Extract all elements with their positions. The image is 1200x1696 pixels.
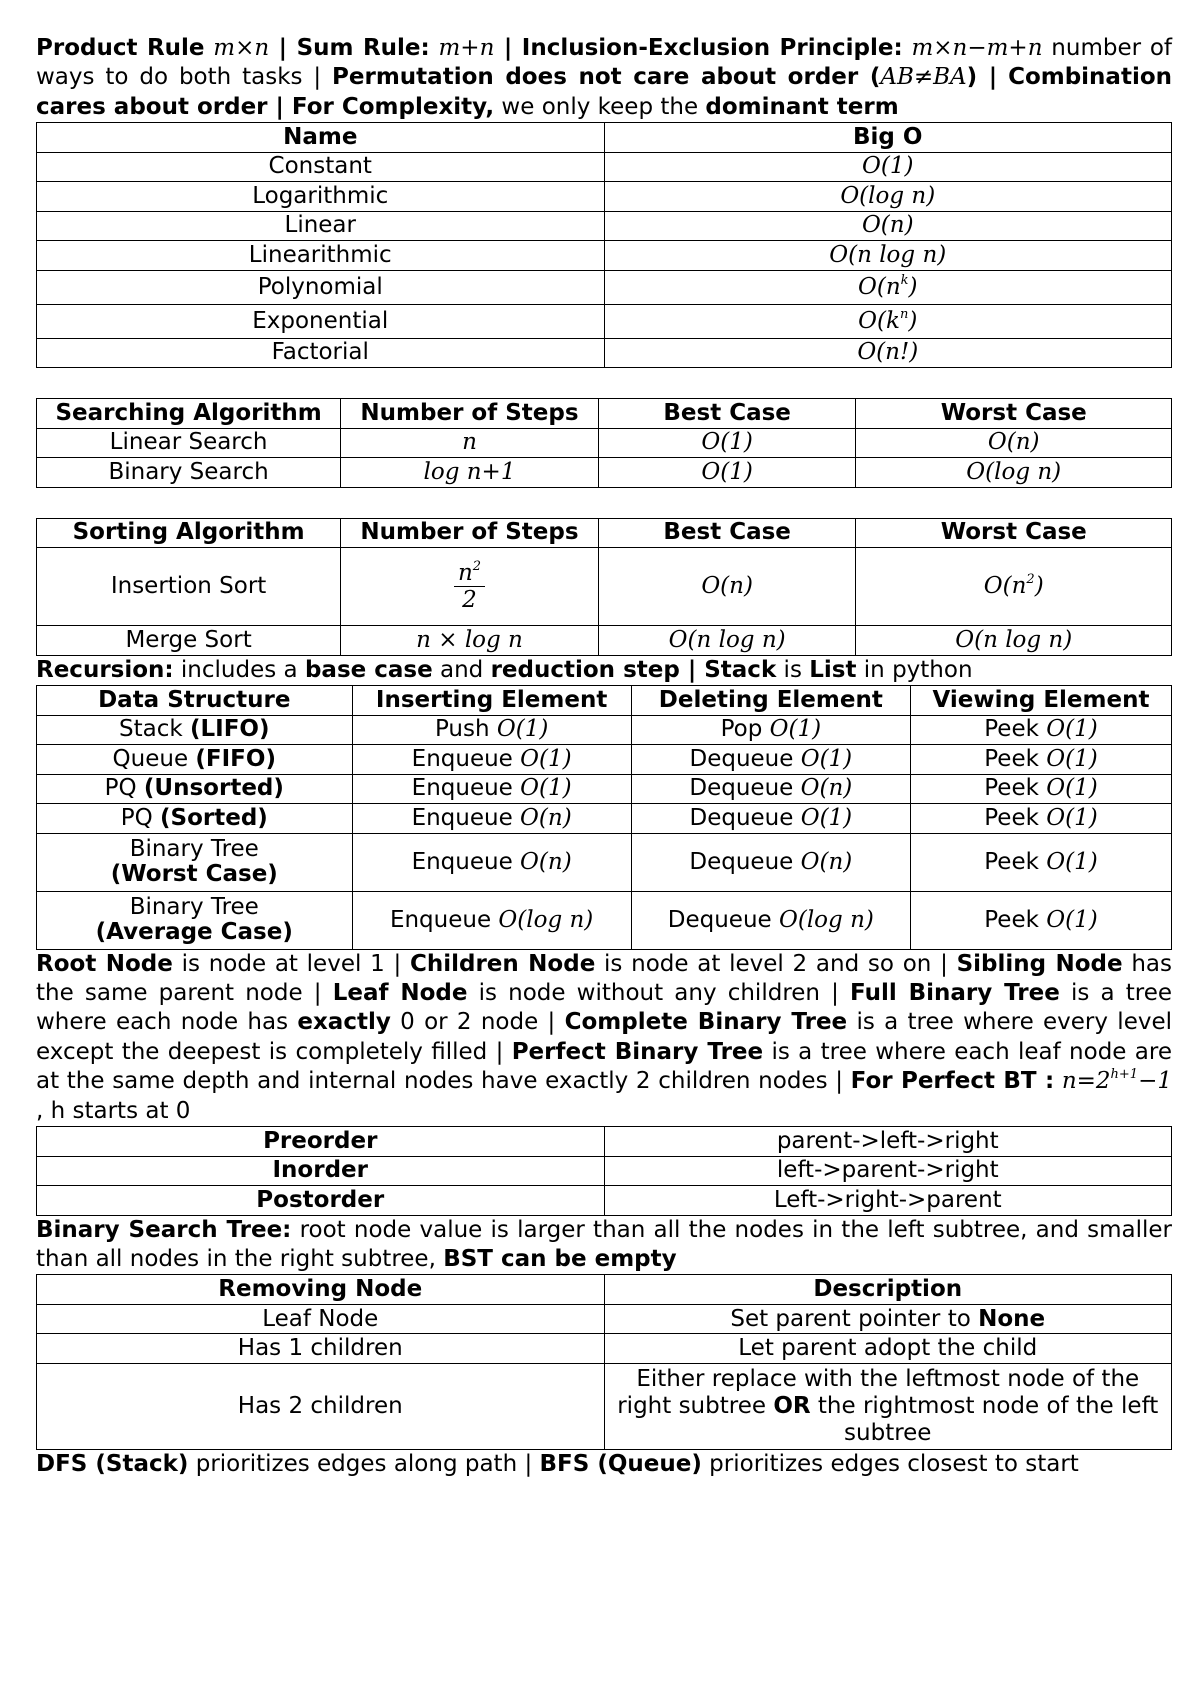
- footer-paragraph: [36, 1450, 1172, 1479]
- text: Stack: [119, 716, 190, 743]
- text: Set parent pointer to: [730, 1305, 979, 1332]
- text: (LIFO): [190, 716, 270, 743]
- perfect-binary-tree-term: Perfect Binary Tree: [511, 1038, 764, 1065]
- cell: O(log n): [604, 182, 1172, 212]
- text: in python: [856, 656, 973, 683]
- text: O(n): [520, 804, 572, 831]
- bst-empty-note: BST can be empty: [443, 1245, 677, 1272]
- text: the rightmost node of the left subtree: [810, 1392, 1159, 1446]
- for-perfect-bt-label: For Perfect BT :: [850, 1068, 1055, 1095]
- term: O(k: [858, 307, 900, 334]
- spacer: [36, 368, 1172, 398]
- ie-label: Inclusion-Exclusion Principle:: [521, 35, 903, 61]
- dfs-label: DFS (Stack): [36, 1450, 189, 1477]
- cell: Linearithmic: [37, 241, 605, 271]
- exponent: n: [899, 306, 909, 322]
- cell: Has 1 children: [37, 1334, 605, 1364]
- cell: [631, 715, 910, 745]
- text: is node at level 2 and so on |: [595, 950, 957, 977]
- table-row: [37, 1186, 1172, 1216]
- cell: Exponential: [37, 304, 605, 338]
- exponent: k: [900, 272, 909, 288]
- table-row: [37, 626, 1172, 656]
- text: is a tree where every level except the deepest is completely filled |: [36, 1009, 1172, 1065]
- text: Peek: [984, 745, 1047, 772]
- sum-rule-label: Sum Rule:: [296, 35, 430, 61]
- product-rule-label: Product Rule: [36, 35, 205, 61]
- header-big-o: Big O: [604, 123, 1172, 153]
- cell: [352, 774, 631, 804]
- text: Dequeue: [689, 804, 801, 831]
- cell: [352, 804, 631, 834]
- cell: [910, 715, 1171, 745]
- cell: O(1): [598, 428, 856, 458]
- text: Push: [434, 716, 497, 743]
- text: (Worst Case): [110, 861, 278, 888]
- text: is a tree where each leaf node are at the same depth and internal nodes have exactly 2 children nodes |: [36, 1038, 1172, 1095]
- text: Dequeue: [689, 775, 801, 802]
- header-cell: Best Case: [598, 399, 856, 429]
- text: O(log n): [498, 906, 594, 933]
- fraction: [454, 560, 485, 613]
- text: O(1): [769, 716, 822, 743]
- separator: |: [269, 35, 297, 61]
- text: Peek: [984, 848, 1047, 875]
- sum-rule-expr: m+n: [438, 35, 495, 61]
- table-header-row: [37, 399, 1172, 429]
- cell: [910, 891, 1171, 949]
- leaf-node-term: Leaf Node: [332, 980, 468, 1007]
- text: Enqueue: [411, 775, 521, 802]
- table-header-row: [37, 1275, 1172, 1305]
- text: Binary Tree: [129, 836, 259, 863]
- text: O(1): [1046, 775, 1098, 802]
- cell: [37, 774, 353, 804]
- numerator: [454, 560, 485, 587]
- table-row: [37, 548, 1172, 626]
- permutation-expr: AB≠BA: [880, 64, 967, 91]
- cell: Factorial: [37, 338, 605, 368]
- cheat-sheet: [36, 34, 1172, 1479]
- cell: O(1): [598, 458, 856, 488]
- text: (Unsorted): [143, 775, 284, 802]
- ie-expr: m×n−m+n: [911, 35, 1043, 61]
- table-row: [37, 182, 1172, 212]
- table-row: [37, 270, 1172, 304]
- header-cell: Removing Node: [37, 1275, 605, 1305]
- text: and: [432, 656, 491, 683]
- header-cell: Sorting Algorithm: [37, 518, 341, 548]
- text: O(1): [1046, 906, 1098, 933]
- text: Queue: [112, 745, 196, 772]
- cell: [910, 745, 1171, 775]
- text: (Average Case): [95, 919, 293, 946]
- text: O(1): [1046, 848, 1098, 875]
- sorting-table: [36, 518, 1172, 656]
- cell: O(n log n): [856, 626, 1172, 656]
- text: Binary Tree: [129, 894, 259, 921]
- cell: [604, 1363, 1172, 1449]
- cell: n × log n: [341, 626, 599, 656]
- table-row: [37, 891, 1172, 949]
- text: PQ: [104, 775, 144, 802]
- text: O(log n): [779, 906, 874, 933]
- cell: [910, 833, 1171, 891]
- cell: Left->right->parent: [604, 1186, 1172, 1216]
- table-row: [37, 833, 1172, 891]
- table-row: [37, 774, 1172, 804]
- table-row: [37, 804, 1172, 834]
- cell: [631, 804, 910, 834]
- text: includes a: [173, 656, 305, 683]
- cell: Postorder: [37, 1186, 605, 1216]
- header-cell: Worst Case: [856, 399, 1172, 429]
- text: OR: [773, 1392, 811, 1419]
- text: O(1): [800, 745, 853, 772]
- text: O(1): [1046, 745, 1098, 772]
- header-name: Name: [37, 123, 605, 153]
- cell: Linear: [37, 211, 605, 241]
- cell: [604, 1304, 1172, 1334]
- cell: [37, 833, 353, 891]
- cell: [856, 548, 1172, 626]
- term: n=2: [1061, 1068, 1111, 1095]
- cell: [37, 715, 353, 745]
- cell: Let parent adopt the child: [604, 1334, 1172, 1364]
- bst-label: Binary Search Tree:: [36, 1216, 292, 1243]
- header-cell: Data Structure: [37, 686, 353, 716]
- term: n: [457, 560, 473, 587]
- separator: |: [494, 35, 522, 61]
- bst-paragraph: [36, 1216, 1172, 1275]
- cell: [910, 774, 1171, 804]
- cell: [352, 833, 631, 891]
- table-row: [37, 1363, 1172, 1449]
- cell: O(n log n): [604, 241, 1172, 271]
- text: Enqueue: [389, 906, 499, 933]
- cell: left->parent->right: [604, 1156, 1172, 1186]
- table-row: [37, 1304, 1172, 1334]
- cell: O(log n): [856, 458, 1172, 488]
- text: Enqueue: [411, 848, 521, 875]
- cell: [910, 804, 1171, 834]
- header-cell: Worst Case: [856, 518, 1172, 548]
- text: 0 or 2 node |: [390, 1009, 565, 1036]
- text: , h starts at 0: [36, 1097, 191, 1124]
- text: O(1): [496, 716, 549, 743]
- cell: log n+1: [341, 458, 599, 488]
- cell: O(n log n): [598, 626, 856, 656]
- complete-binary-tree-term: Complete Binary Tree: [564, 1009, 848, 1036]
- table-row: [37, 1127, 1172, 1157]
- cell: [631, 833, 910, 891]
- table-header-row: [37, 686, 1172, 716]
- header-cell: Number of Steps: [341, 518, 599, 548]
- text: O(n): [520, 848, 572, 875]
- cell: Has 2 children: [37, 1363, 605, 1449]
- header-cell: Deleting Element: [631, 686, 910, 716]
- text: Peek: [984, 804, 1047, 831]
- text: Either replace with the leftmost node of the right subtree: [617, 1365, 1140, 1419]
- exponent: 2: [472, 559, 482, 575]
- header-cell: Searching Algorithm: [37, 399, 341, 429]
- cell: Polynomial: [37, 270, 605, 304]
- exponent: 2: [1026, 572, 1035, 588]
- term: −1: [1138, 1068, 1172, 1095]
- text: O(n): [800, 848, 853, 875]
- data-structure-table: [36, 685, 1172, 950]
- header-cell: Best Case: [598, 518, 856, 548]
- text: O(1): [520, 775, 572, 802]
- children-node-term: Children Node: [409, 950, 596, 977]
- bfs-label: BFS (Queue): [539, 1450, 702, 1477]
- cell: Binary Search: [37, 458, 341, 488]
- term: ): [908, 307, 918, 334]
- cell: parent->left->right: [604, 1127, 1172, 1157]
- spacer: [36, 488, 1172, 518]
- table-header-row: [37, 518, 1172, 548]
- cell: Logarithmic: [37, 182, 605, 212]
- text: Enqueue: [411, 745, 521, 772]
- text: O(1): [520, 745, 572, 772]
- cell: [352, 891, 631, 949]
- term: O(n: [983, 573, 1027, 600]
- combination-label: Combination cares about order | For Complexity,: [36, 64, 1173, 120]
- table-row: [37, 715, 1172, 745]
- traversal-table: [36, 1126, 1172, 1216]
- recursion-label: Recursion:: [36, 656, 174, 683]
- root-node-term: Root Node: [36, 950, 173, 977]
- cell: Constant: [37, 152, 605, 182]
- cell: [352, 715, 631, 745]
- text: PQ: [120, 804, 160, 831]
- text: Pop: [720, 716, 770, 743]
- exactly-term: exactly: [297, 1009, 391, 1036]
- table-row: [37, 211, 1172, 241]
- fraction-cell: [341, 548, 599, 626]
- text: root node value is larger than all the nodes in the left subtree, and smaller than all nodes in the right subtree,: [36, 1216, 1172, 1272]
- text: prioritizes edges closest to start: [701, 1450, 1079, 1477]
- text: (FIFO): [195, 745, 276, 772]
- text: Enqueue: [411, 804, 521, 831]
- header-cell: Number of Steps: [341, 399, 599, 429]
- table-row: [37, 1156, 1172, 1186]
- ie-tail: number of ways to do both tasks |: [36, 35, 1173, 91]
- cell: O(n!): [604, 338, 1172, 368]
- base-case: base case: [304, 656, 433, 683]
- reduction-step: reduction step | Stack: [490, 656, 777, 683]
- text: O(1): [800, 804, 853, 831]
- full-binary-tree-term: Full Binary Tree: [850, 980, 1060, 1007]
- sibling-node-term: Sibling Node: [956, 950, 1123, 977]
- text: O(n): [800, 775, 853, 802]
- cell: O(n): [598, 548, 856, 626]
- table-row: [37, 241, 1172, 271]
- cell: O(n): [604, 211, 1172, 241]
- tree-paragraph: [36, 950, 1172, 1126]
- text: O(1): [1046, 716, 1098, 743]
- permutation-label: Permutation does not care about order (: [332, 64, 881, 91]
- cell: [631, 745, 910, 775]
- table-row: [37, 458, 1172, 488]
- complexity-text: we only keep the: [494, 93, 706, 120]
- term: O(n: [857, 273, 901, 300]
- cell: n: [341, 428, 599, 458]
- text: Dequeue: [689, 848, 801, 875]
- denominator: 2: [462, 587, 477, 614]
- dominant-term: dominant term: [705, 93, 899, 120]
- removing-node-table: [36, 1274, 1172, 1450]
- header-cell: Inserting Element: [352, 686, 631, 716]
- text: is node without any children |: [467, 980, 851, 1007]
- text: is node at level 1 |: [172, 950, 410, 977]
- cell: [352, 745, 631, 775]
- cell: Merge Sort: [37, 626, 341, 656]
- table-header-row: [37, 123, 1172, 153]
- term: ): [1034, 573, 1044, 600]
- cell: O(n): [856, 428, 1172, 458]
- big-o-table: [36, 122, 1172, 368]
- list-label: List: [809, 656, 857, 683]
- recursion-paragraph: [36, 656, 1172, 685]
- text: Peek: [984, 775, 1047, 802]
- product-rule-expr: m×n: [213, 35, 270, 61]
- text: Dequeue: [667, 906, 779, 933]
- cell: [37, 745, 353, 775]
- searching-table: [36, 398, 1172, 488]
- table-row: [37, 152, 1172, 182]
- text: (Sorted): [160, 804, 268, 831]
- exponent: h+1: [1110, 1067, 1139, 1083]
- table-row: [37, 428, 1172, 458]
- cell: [631, 891, 910, 949]
- term: ): [908, 273, 918, 300]
- text: Peek: [984, 906, 1047, 933]
- cell: [37, 891, 353, 949]
- text: has the same parent node |: [36, 950, 1173, 1007]
- cell: Leaf Node: [37, 1304, 605, 1334]
- cell: O(1): [604, 152, 1172, 182]
- cell: [631, 774, 910, 804]
- permutation-close: ) |: [966, 64, 998, 91]
- cell: [37, 804, 353, 834]
- cell: Inorder: [37, 1156, 605, 1186]
- cell: [604, 304, 1172, 338]
- text: Dequeue: [689, 745, 801, 772]
- cell: Insertion Sort: [37, 548, 341, 626]
- perfect-bt-formula: [1062, 1068, 1172, 1094]
- table-row: [37, 745, 1172, 775]
- text: Peek: [984, 716, 1047, 743]
- table-row: [37, 338, 1172, 368]
- table-row: [37, 304, 1172, 338]
- table-row: [37, 1334, 1172, 1364]
- header-cell: Viewing Element: [910, 686, 1171, 716]
- text: is a tree where each node has: [36, 980, 1173, 1036]
- header-cell: Description: [604, 1275, 1172, 1305]
- text: None: [978, 1305, 1046, 1332]
- cell: Linear Search: [37, 428, 341, 458]
- text: prioritizes edges along path |: [188, 1450, 540, 1477]
- intro-paragraph: [36, 34, 1172, 122]
- text: is: [776, 656, 810, 683]
- cell: [604, 270, 1172, 304]
- cell: Preorder: [37, 1127, 605, 1157]
- text: O(1): [1046, 804, 1098, 831]
